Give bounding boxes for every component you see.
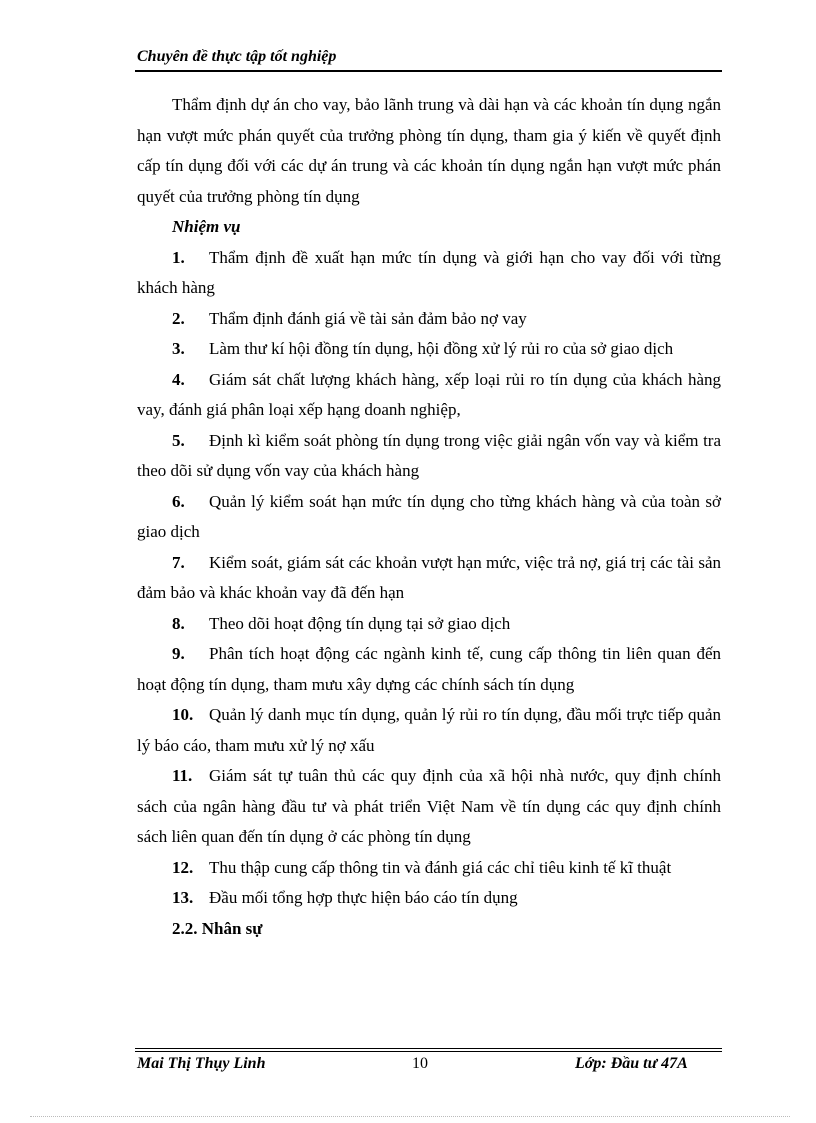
footer-rule <box>135 1048 722 1049</box>
list-item-number: 12. <box>172 857 194 877</box>
document-body <box>137 90 721 944</box>
list-item-text: Kiểm soát, giám sát các khoản vượt hạn mức, việc trả nợ, giá trị các tài sản đảm bảo và khác khoản vay đã đến hạn <box>137 552 721 602</box>
list-item-number: 10. <box>172 705 194 724</box>
list-item <box>137 853 721 884</box>
list-item-text: Quản lý kiểm soát hạn mức tín dụng cho từng khách hàng và của toàn sở giao dịch <box>137 491 721 541</box>
footer-author: Mai Thị Thụy Linh <box>137 1055 266 1072</box>
list-item <box>137 365 721 426</box>
list-item-number: 2. <box>172 308 185 328</box>
section-heading-nhiem-vu: Nhiệm vụ <box>172 217 241 236</box>
page-number: 10 <box>412 1055 428 1072</box>
list-item-text: Đầu mối tổng hợp thực hiện báo cáo tín dụng <box>209 888 518 907</box>
list-item <box>137 426 721 487</box>
list-item <box>137 883 721 914</box>
list-item-number: 5. <box>172 430 185 450</box>
list-item <box>137 334 721 365</box>
list-item-number: 9. <box>172 644 185 663</box>
list-item-text: Giám sát tự tuân thủ các quy định của xã hội nhà nước, quy định chính sách của ngân hàng đầu tư và phát triển Việt Nam về tín dụng các quy định chính sách liên quan đến tín dụng ở các phòng tín dụng <box>137 766 721 846</box>
list-item-text: Giám sát chất lượng khách hàng, xếp loại rủi ro tín dụng của khách hàng vay, đánh giá phân loại xếp hạng doanh nghiệp, <box>137 369 721 419</box>
list-item <box>137 304 721 335</box>
section-heading-nhan-su: 2.2. Nhân sự <box>172 918 263 938</box>
list-item <box>137 700 721 761</box>
list-item-text: Làm thư kí hội đồng tín dụng, hội đồng xử lý rủi ro của sở giao dịch <box>209 339 674 358</box>
list-item <box>137 548 721 609</box>
footer-rule <box>135 1051 722 1052</box>
list-item-number: 3. <box>172 339 185 358</box>
list-item <box>137 639 721 700</box>
list-item-number: 7. <box>172 552 185 572</box>
list-item-text: Thu thập cung cấp thông tin và đánh giá các chỉ tiêu kinh tế kĩ thuật <box>209 857 672 877</box>
list-item <box>137 487 721 548</box>
list-item-text: Thẩm định đánh giá về tài sản đảm bảo nợ vay <box>209 308 527 328</box>
list-item-number: 1. <box>172 247 185 267</box>
footer-class: Lớp: Đầu tư 47A <box>575 1055 688 1072</box>
list-item <box>137 761 721 853</box>
list-item-text: Quản lý danh mục tín dụng, quản lý rủi ro tín dụng, đầu mối trực tiếp quản lý báo cáo, tham mưu xử lý nợ xấu <box>137 705 721 755</box>
list-item <box>137 243 721 304</box>
list-item-text: Định kì kiểm soát phòng tín dụng trong việc giải ngân vốn vay và kiểm tra theo dõi sử dụng vốn vay của khách hàng <box>137 430 721 480</box>
intro-paragraph: Thẩm định dự án cho vay, bảo lãnh trung và dài hạn và các khoản tín dụng ngắn hạn vượt mức phán quyết của trưởng phòng tín dụng, tham gia ý kiến về quyết định cấp tín dụng đối với các dự án trung và các khoản tín dụng ngắn hạn vượt mức phán quyết của trưởng phòng tín dụng <box>137 95 721 206</box>
header-title: Chuyên đề thực tập tốt nghiệp <box>137 48 337 65</box>
page-edge-divider <box>30 1116 790 1117</box>
header-rule <box>135 70 722 72</box>
list-item-number: 6. <box>172 491 185 511</box>
list-item-number: 13. <box>172 888 194 907</box>
list-item <box>137 609 721 640</box>
list-item-number: 11. <box>172 766 193 785</box>
list-item-number: 8. <box>172 613 185 633</box>
list-item-text: Phân tích hoạt động các ngành kinh tế, cung cấp thông tin liên quan đến hoạt động tín dụng, tham mưu xây dựng các chính sách tín dụng <box>137 644 721 694</box>
list-item-text: Theo dõi hoạt động tín dụng tại sở giao dịch <box>209 613 511 633</box>
list-item-number: 4. <box>172 369 185 389</box>
list-item-text: Thẩm định đề xuất hạn mức tín dụng và giới hạn cho vay đối với từng khách hàng <box>137 247 721 297</box>
